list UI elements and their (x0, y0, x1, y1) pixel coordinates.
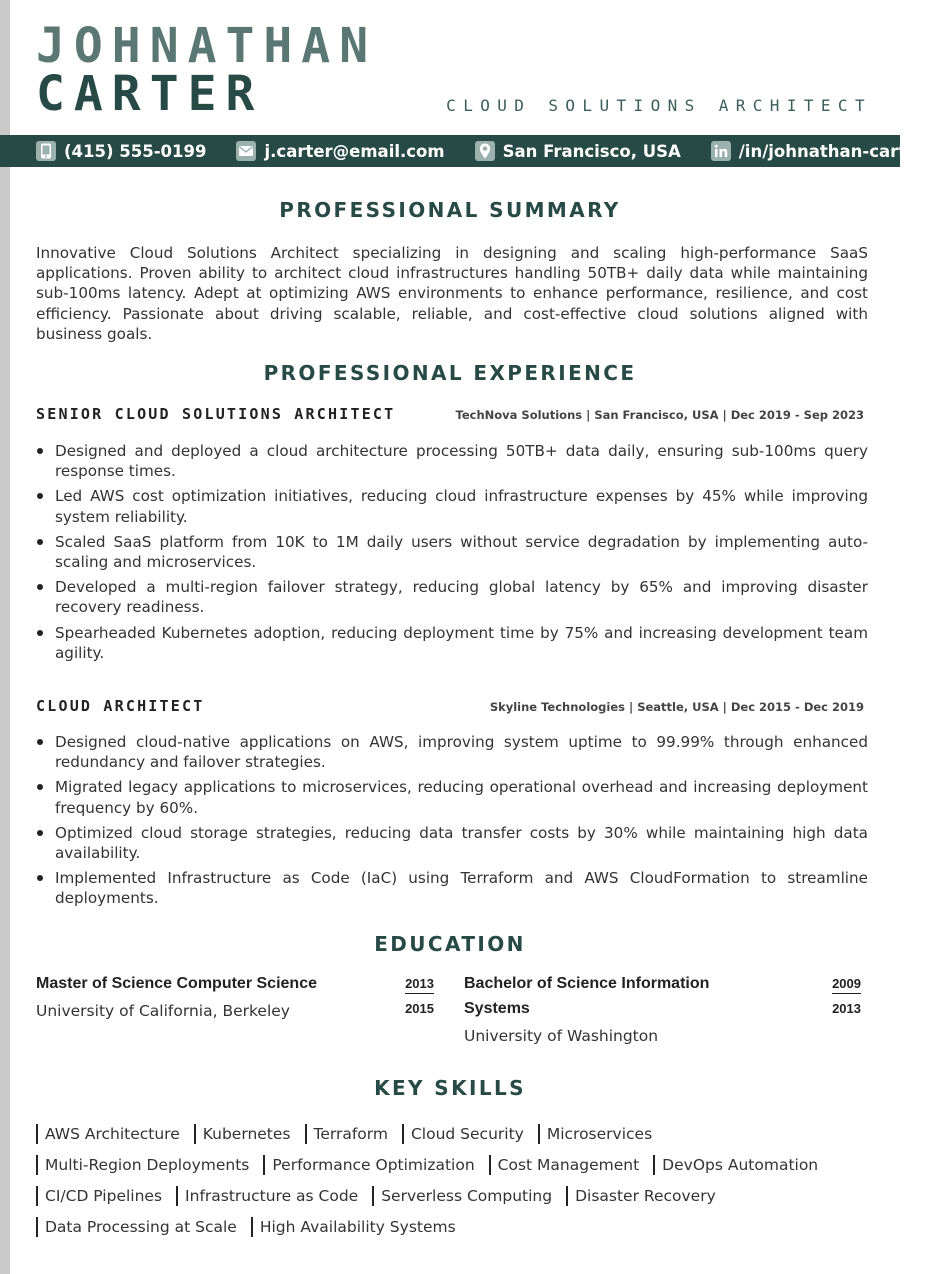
skill-tag (653, 1155, 818, 1175)
education-degree: Master of Science Computer Science (36, 975, 317, 992)
skill-label: AWS Architecture (45, 1124, 180, 1143)
skill-divider (489, 1155, 491, 1175)
map-pin-icon (475, 141, 495, 161)
education-start-year: 2009 (832, 976, 861, 994)
experience-heading: PROFESSIONAL EXPERIENCE (263, 361, 637, 385)
skill-tag (251, 1217, 456, 1237)
education-school: University of California, Berkeley (36, 1002, 290, 1020)
job-bullet: Designed and deployed a cloud architecture processing 50TB+ data daily, ensuring sub-100ms query response times. (36, 441, 868, 481)
job-title: CLOUD SOLUTIONS ARCHITECT (446, 96, 872, 115)
education-start-year: 2013 (405, 976, 434, 994)
skill-tag (36, 1124, 180, 1144)
skill-divider (36, 1155, 38, 1175)
skill-divider (402, 1124, 404, 1144)
job-bullet: Spearheaded Kubernetes adoption, reducing deployment time by 75% and increasing development team agility. (36, 623, 868, 663)
skills-list (36, 1118, 876, 1242)
skills-row (36, 1211, 876, 1242)
skill-divider (263, 1155, 265, 1175)
skills-row (36, 1118, 876, 1149)
skill-tag (489, 1155, 640, 1175)
summary-heading: PROFESSIONAL SUMMARY (279, 198, 621, 222)
last-name: CARTER (36, 66, 264, 122)
skill-label: Serverless Computing (381, 1186, 553, 1205)
skills-heading: KEY SKILLS (374, 1076, 526, 1100)
skill-label: Kubernetes (202, 1124, 291, 1143)
skill-tag (194, 1124, 291, 1144)
skill-tag (372, 1186, 552, 1206)
contact-phone[interactable] (36, 141, 206, 161)
linkedin-text: /in/johnathan-carter (738, 141, 926, 161)
job-role-title: SENIOR CLOUD SOLUTIONS ARCHITECT (36, 405, 396, 423)
phone-text: (415) 555-0199 (64, 141, 207, 161)
skill-tag (305, 1124, 388, 1144)
job-bullets (36, 441, 868, 668)
linkedin-icon (711, 141, 731, 161)
job-bullet: Migrated legacy applications to microservices, reducing operational overhead and increasing deployment frequency by 60%. (36, 777, 868, 817)
skill-label: Infrastructure as Code (185, 1186, 359, 1205)
contact-linkedin[interactable] (711, 141, 926, 161)
skill-divider (176, 1186, 178, 1206)
skill-divider (194, 1124, 196, 1144)
email-text: j.carter@email.com (264, 141, 445, 161)
summary-text: Innovative Cloud Solutions Architect specializing in designing and scaling high-performance SaaS applications. Proven ability to architect cloud infrastructures handling 50TB+ daily data while maintaining sub-100ms latency. Adept at optimizing AWS environments to enhance performance, resilience, and cost efficiency. Passionate about driving scalable, reliable, and cost-effective cloud solutions aligned with business goals. (36, 244, 868, 343)
job-bullet: Scaled SaaS platform from 10K to 1M daily users without service degradation by implementing auto-scaling and microservices. (36, 532, 868, 572)
skill-label: Multi-Region Deployments (45, 1155, 250, 1174)
skill-divider (305, 1124, 307, 1144)
first-name: JOHNATHAN (36, 18, 378, 74)
skills-row (36, 1180, 876, 1211)
location-text: San Francisco, USA (502, 141, 681, 161)
skill-label: High Availability Systems (259, 1217, 456, 1236)
skill-tag (538, 1124, 652, 1144)
job-bullet: Optimized cloud storage strategies, reducing data transfer costs by 30% while maintaining high data availability. (36, 823, 868, 863)
education-end-year: 2013 (832, 1001, 861, 1016)
skill-tag (36, 1186, 162, 1206)
skill-label: CI/CD Pipelines (45, 1186, 163, 1205)
skill-divider (566, 1186, 568, 1206)
education-degree: Bachelor of Science Information Systems (464, 975, 710, 1017)
contact-bar (0, 135, 926, 167)
skill-divider (36, 1217, 38, 1237)
job-bullets (36, 732, 868, 914)
job-bullet: Developed a multi-region failover strategy, reducing global latency by 65% and improving disaster recovery readiness. (36, 577, 868, 617)
skill-label: DevOps Automation (662, 1155, 819, 1174)
skill-divider (36, 1124, 38, 1144)
phone-icon (36, 141, 56, 161)
education-end-year: 2015 (405, 1001, 434, 1016)
contact-location (475, 141, 681, 161)
skill-divider (653, 1155, 655, 1175)
envelope-icon (236, 141, 256, 161)
contact-email[interactable] (236, 141, 444, 161)
skill-tag (176, 1186, 358, 1206)
job-bullet: Led AWS cost optimization initiatives, reducing cloud infrastructure expenses by 45% while improving system reliability. (36, 486, 868, 526)
education-school: University of Washington (464, 1027, 659, 1045)
skill-divider (251, 1217, 253, 1237)
skill-label: Microservices (546, 1124, 653, 1143)
skill-label: Cloud Security (410, 1124, 524, 1143)
education-heading: EDUCATION (374, 932, 526, 956)
job-bullet: Designed cloud-native applications on AWS, improving system uptime to 99.99% through enhanced redundancy and failover strategies. (36, 732, 868, 772)
job-meta: TechNova Solutions | San Francisco, USA | Dec 2019 - Sep 2023 (455, 408, 864, 422)
candidate-name (36, 18, 378, 122)
skill-label: Performance Optimization (272, 1155, 475, 1174)
job-bullet: Implemented Infrastructure as Code (IaC) using Terraform and AWS CloudFormation to streamline deployments. (36, 868, 868, 908)
skill-divider (538, 1124, 540, 1144)
skill-divider (36, 1186, 38, 1206)
skill-label: Data Processing at Scale (45, 1217, 237, 1236)
skill-tag (263, 1155, 474, 1175)
skill-tag (36, 1217, 237, 1237)
skill-label: Terraform (313, 1124, 388, 1143)
skill-tag (36, 1155, 249, 1175)
skill-label: Disaster Recovery (575, 1186, 716, 1205)
skill-divider (372, 1186, 374, 1206)
skill-tag (566, 1186, 716, 1206)
skill-label: Cost Management (497, 1155, 640, 1174)
skill-tag (402, 1124, 524, 1144)
job-role-title: CLOUD ARCHITECT (36, 697, 205, 715)
job-meta: Skyline Technologies | Seattle, USA | Dec 2015 - Dec 2019 (489, 700, 864, 714)
skills-row (36, 1149, 876, 1180)
